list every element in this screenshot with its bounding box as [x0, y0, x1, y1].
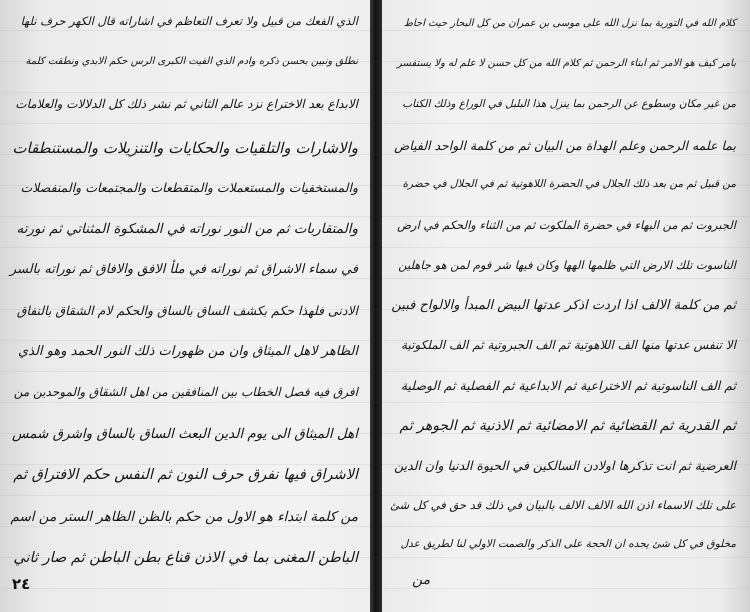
left-line-2: نطلق ونبين بحسن ذكره وادم الذي الفيت الكبرى الرس حكم الابدي ونطقت كلمة: [25, 56, 358, 67]
right-line-2: بامر كيف هو الامر ثم ابناء الرحمن ثم كلام الله من كل حسن لا علم له ولا يستفسر: [396, 58, 736, 69]
right-line-8: ثم من كلمة الالف اذا اردت اذكر عدتها البيض المبدأ والالواح فبين: [391, 298, 736, 313]
left-line-4: والاشارات والتلقيات والحكايات والتنزيلات والمستنطقات: [12, 139, 358, 157]
right-line-10: ثم الف الناسوتية ثم الاختراعية ثم الابداعية ثم الفصلية ثم الوصلية: [400, 378, 736, 393]
left-line-9: الظاهر لاهل الميثاق وان من ظهورات ذلك النور الحمد وهو الذي: [17, 344, 358, 359]
catchword: من: [412, 572, 431, 588]
page-number: ٢٤: [12, 575, 31, 593]
left-line-6: والمتقاربات ثم من النور نوراته في المشكوة المثناتي ثم نورته: [16, 221, 358, 237]
left-line-8: الادنى فلهذا حكم بكشف الساق بالساق والحكم لام الشقاق بالنفاق: [16, 303, 358, 318]
left-page: [0, 0, 370, 612]
right-line-4: بما علمه الرحمن وعلم الهداة من البيان ثم من كلمة الواحد الفياض: [394, 138, 736, 153]
right-line-13: على تلك الاسماء اذن الله الالف الالف بالبيان في ذلك قد حق في كل شئ: [389, 498, 736, 512]
left-line-11: اهل الميثاق الى يوم الدين البعث الساق بالساق واشرق شمس: [12, 426, 358, 442]
left-line-7: في سماء الاشراق ثم نوراته في ملأ الافق والافاق ثم نوراته بالسر: [9, 262, 358, 277]
book-binding: [370, 0, 382, 612]
right-line-14: مخلوق في كل شئ يجده ان الحجة على الذكر والصمت الاولي لنا لطريق عدل: [400, 538, 736, 550]
right-line-5: من قبيل ثم من بعد ذلك الجلال في الحضرة اللاهوتية ثم في الجلال في حضرة: [402, 178, 736, 190]
right-line-12: العرضية ثم انت تذكرها اولادن السالكين في الحيوة الدنيا وان الدين: [394, 458, 736, 473]
left-line-5: والمستخفيات والمستعملات والمتقطعات والمجتمعات والمنفصلات: [20, 180, 358, 195]
right-line-6: الجبروت ثم من البهاء في حضرة الملكوت ثم من الثناء والحكم في ارض: [397, 218, 736, 232]
left-line-14: الباطن المغنى بما في الاذن قناع بطن الباطن ثم صار ثاني: [13, 550, 358, 566]
left-line-3: الابداع بعد الاختراع نزد عالم الثاني ثم نشر ذلك كل الدلالات والعلامات: [15, 97, 358, 111]
right-line-11: ثم القدرية ثم القضائية ثم الامضائية ثم الاذنية ثم الجوهر ثم: [399, 418, 736, 434]
right-page: [382, 0, 750, 612]
right-line-7: الناسوت تلك الارض التي ظلمها الهها وكان فيها شر قوم لمن هو جاهلين: [398, 258, 736, 272]
right-line-9: الا تنفس عدتها منها الف اللاهوتية ثم الف الجبروتية ثم الف الملكوتية: [401, 338, 736, 352]
right-line-3: من غير مكان وسطوع عن الرحمن بما ينزل هذا البلبل في الوراع وذلك الكتاب: [402, 98, 736, 110]
right-line-1: كلام الله في التورية بما نزل الله على موسى بن عمران من كل البحار حيث احاط: [403, 18, 736, 29]
left-line-12: الاشراق فيها نفرق حرف النون ثم النفس حكم الافتراق ثم: [13, 467, 358, 483]
left-line-13: من كلمة ابتداء هو الاول من حكم بالظن الظاهر الستر من اسم: [10, 509, 358, 525]
left-line-1: الذي الفعك من قبيل ولا تعرف التعاظم في اشاراته قال الكهر حرف نلها: [20, 14, 358, 28]
left-line-10: افرق فيه فصل الخطاب بين المنافقين من اهل الشقاق والموحدين من: [13, 385, 358, 399]
